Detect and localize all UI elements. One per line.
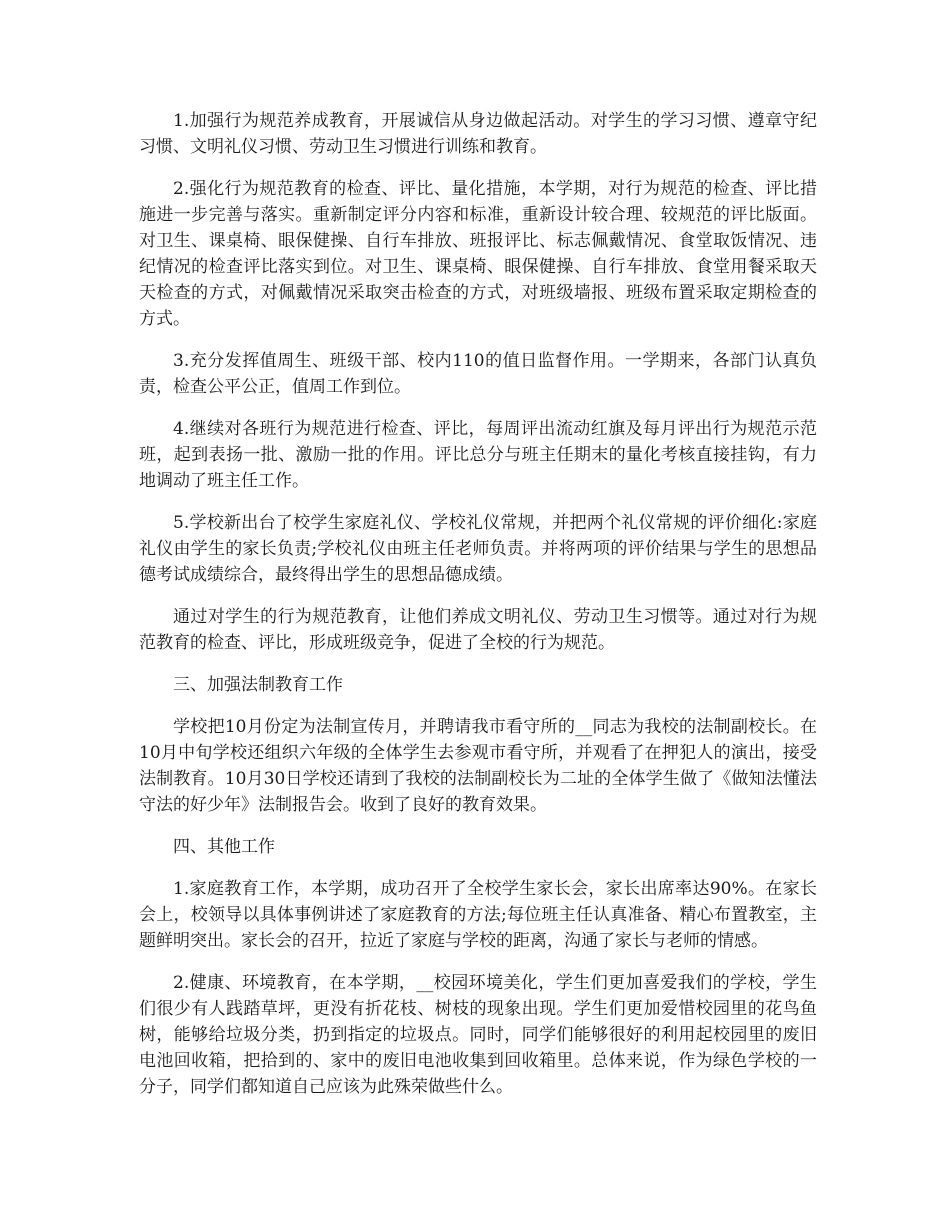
- paragraph-summary: 通过对学生的行为规范教育，让他们养成文明礼仪、劳动卫生习惯等。通过对行为规范教育的检查、评比，形成班级竞争，促进了全校的行为规范。: [139, 607, 817, 653]
- paragraph-rule-5: 5.学校新出台了校学生家庭礼仪、学校礼仪常规，并把两个礼仪常规的评价细化:家庭礼仪由学生的家长负责;学校礼仪由班主任老师负责。并将两项的评价结果与学生的思想品德考试成绩综合，最终得出学生的思想品德成绩。: [139, 513, 817, 585]
- paragraph-environment-education: 2.健康、环境教育，在本学期，__校园环境美化，学生们更加喜爱我们的学校，学生们很少有人践踏草坪，更没有折花枝、树枝的现象出现。学生们更加爱惜校园里的花鸟鱼树，能够给垃圾分类，扔到指定的垃圾点。同时，同学们能够很好的利用起校园里的废旧电池回收箱，把拾到的、家中的废旧电池收集到回收箱里。总体来说，作为绿色学校的一分子，同学们都知道自己应该为此殊荣做些什么。: [139, 973, 817, 1097]
- paragraph-rule-4: 4.继续对各班行为规范进行检查、评比，每周评出流动红旗及每月评出行为规范示范班，起到表扬一批、激励一批的作用。评比总分与班主任期末的量化考核直接挂钩，有力地调动了班主任工作。: [139, 419, 817, 491]
- section-heading-legal-education: 三、加强法制教育工作: [173, 675, 343, 695]
- paragraph-rule-3: 3.充分发挥值周生、班级干部、校内110的值日监督作用。一学期来，各部门认真负责，检查公平公正，值周工作到位。: [139, 351, 817, 397]
- paragraph-rule-1: 1.加强行为规范养成教育，开展诚信从身边做起活动。对学生的学习习惯、遵章守纪习惯、文明礼仪习惯、劳动卫生习惯进行训练和教育。: [139, 111, 817, 157]
- section-heading-other-work: 四、其他工作: [173, 837, 275, 857]
- paragraph-family-education: 1.家庭教育工作，本学期，成功召开了全校学生家长会，家长出席率达90%。在家长会上，校领导以具体事例讲述了家庭教育的方法;每位班主任认真准备、精心布置教室，主题鲜明突出。家长会的召开，拉近了家庭与学校的距离，沟通了家长与老师的情感。: [139, 879, 817, 951]
- paragraph-rule-2: 2.强化行为规范教育的检查、评比、量化措施，本学期，对行为规范的检查、评比措施进一步完善与落实。重新制定评分内容和标准，重新设计较合理、较规范的评比版面。对卫生、课桌椅、眼保健操、自行车排放、班报评比、标志佩戴情况、食堂取饭情况、违纪情况的检查评比落实到位。对卫生、课桌椅、眼保健操、自行车排放、食堂用餐采取天天检查的方式，对佩戴情况采取突击检查的方式，对班级墙报、班级布置采取定期检查的方式。: [139, 179, 817, 329]
- document-body: [139, 108, 817, 1116]
- paragraph-legal-education: 学校把10月份定为法制宣传月，并聘请我市看守所的__同志为我校的法制副校长。在10月中旬学校还组织六年级的全体学生去参观市看守所，并观看了在押犯人的演出，接受法制教育。10月30日学校还请到了我校的法制副校长为二址的全体学生做了《做知法懂法守法的好少年》法制报告会。收到了良好的教育效果。: [139, 717, 817, 815]
